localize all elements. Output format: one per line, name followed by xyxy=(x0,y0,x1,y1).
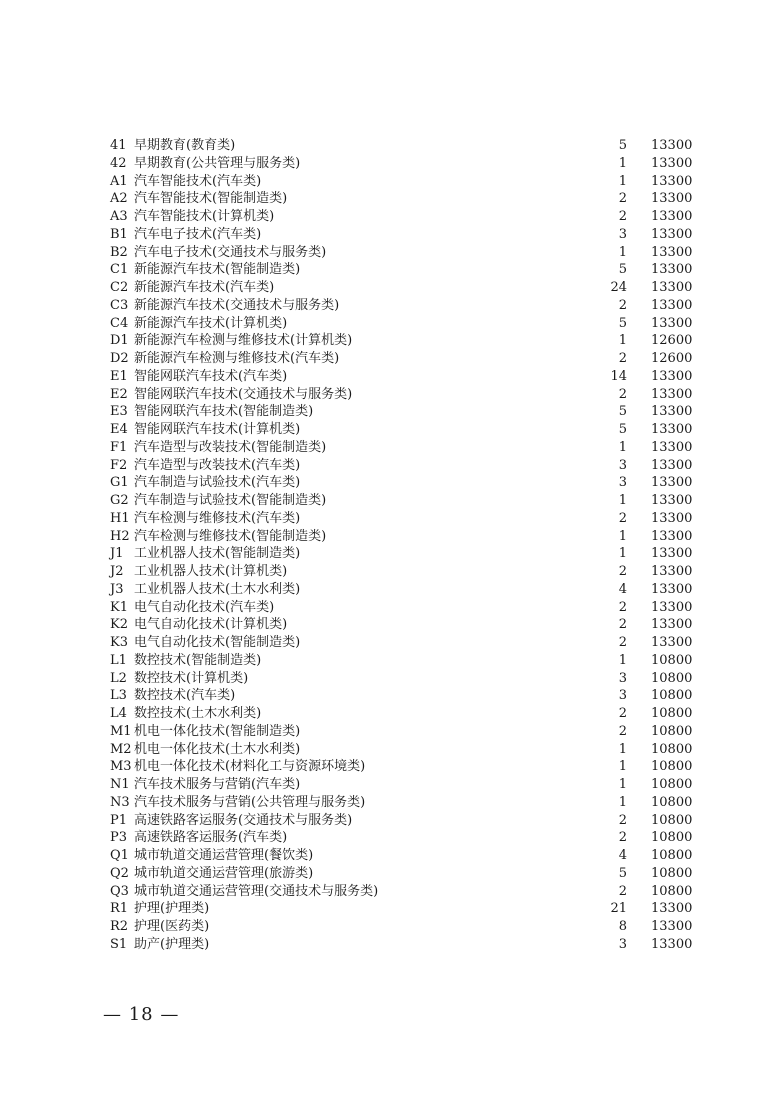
row-fee: 10800 xyxy=(651,723,693,739)
row-code: Q2 xyxy=(110,865,129,881)
row-count: 1 xyxy=(618,741,627,757)
row-code: E2 xyxy=(110,386,128,402)
table-row xyxy=(0,492,777,510)
row-fee: 13300 xyxy=(651,546,693,562)
table-row xyxy=(0,705,777,723)
row-name: 机电一体化技术(材料化工与资源环境类) xyxy=(134,759,366,775)
row-code: L2 xyxy=(110,670,127,686)
table-row xyxy=(0,918,777,936)
row-code: 41 xyxy=(110,138,127,153)
table-row xyxy=(0,244,777,262)
row-fee: 13300 xyxy=(651,368,693,384)
table-row xyxy=(0,670,777,688)
row-count: 1 xyxy=(618,759,627,775)
row-count: 3 xyxy=(618,688,627,704)
row-fee: 13300 xyxy=(651,262,693,278)
row-code: Q3 xyxy=(110,883,129,899)
row-count: 5 xyxy=(618,138,627,153)
row-count: 3 xyxy=(618,475,627,491)
row-name: 城市轨道交通运营管理(交通技术与服务类) xyxy=(134,883,379,899)
table-row xyxy=(0,137,777,155)
row-code: R2 xyxy=(110,919,129,934)
row-code: M1 xyxy=(110,723,132,739)
row-code: K2 xyxy=(110,617,128,633)
table-row xyxy=(0,599,777,617)
row-fee: 10800 xyxy=(651,883,693,899)
row-fee: 12600 xyxy=(651,333,693,349)
row-name: 新能源汽车技术(汽车类) xyxy=(134,280,275,295)
row-fee: 10800 xyxy=(651,794,693,810)
row-count: 2 xyxy=(618,812,627,828)
row-name: 数控技术(智能制造类) xyxy=(134,652,262,668)
row-count: 1 xyxy=(618,439,627,455)
row-name: 汽车电子技术(交通技术与服务类) xyxy=(134,244,327,260)
table-row xyxy=(0,368,777,386)
table-row xyxy=(0,581,777,599)
row-count: 1 xyxy=(618,777,627,792)
row-code: Q1 xyxy=(110,848,129,863)
row-name: 电气自动化技术(智能制造类) xyxy=(134,635,301,650)
row-code: K1 xyxy=(110,599,128,615)
row-code: A3 xyxy=(110,209,128,224)
row-count: 14 xyxy=(610,368,627,384)
row-name: 工业机器人技术(土木水利类) xyxy=(134,581,301,597)
row-fee: 13300 xyxy=(651,635,693,650)
row-count: 1 xyxy=(618,652,627,668)
row-name: 早期教育(教育类) xyxy=(134,138,236,153)
row-fee: 13300 xyxy=(651,457,693,473)
table-row xyxy=(0,261,777,279)
table-row xyxy=(0,315,777,333)
row-count: 1 xyxy=(618,244,627,260)
row-code: C3 xyxy=(110,297,129,313)
row-fee: 10800 xyxy=(651,741,693,757)
row-count: 8 xyxy=(618,919,627,934)
table-row xyxy=(0,332,777,350)
row-fee: 13300 xyxy=(651,493,693,508)
row-count: 2 xyxy=(618,617,627,633)
row-code: F1 xyxy=(110,439,128,455)
row-fee: 13300 xyxy=(651,209,693,224)
row-code: A2 xyxy=(110,191,128,207)
row-fee: 10800 xyxy=(651,688,693,704)
row-name: 护理(医药类) xyxy=(134,919,210,934)
table-row xyxy=(0,616,777,634)
row-count: 1 xyxy=(618,794,627,810)
row-fee: 13300 xyxy=(651,599,693,615)
table-row xyxy=(0,936,777,954)
table-row xyxy=(0,829,777,847)
row-name: 新能源汽车技术(智能制造类) xyxy=(134,262,301,278)
row-count: 2 xyxy=(618,883,627,899)
row-name: 城市轨道交通运营管理(餐饮类) xyxy=(134,848,314,863)
row-name: 数控技术(土木水利类) xyxy=(134,706,262,721)
table-row xyxy=(0,190,777,208)
table-row xyxy=(0,350,777,368)
table-row xyxy=(0,563,777,581)
table-row xyxy=(0,386,777,404)
row-fee: 13300 xyxy=(651,564,693,579)
row-count: 1 xyxy=(618,333,627,349)
table-row xyxy=(0,741,777,759)
row-fee: 13300 xyxy=(651,173,693,189)
table-row xyxy=(0,865,777,883)
table-row xyxy=(0,226,777,244)
row-code: J2 xyxy=(110,564,124,579)
row-fee: 12600 xyxy=(651,351,693,366)
row-fee: 10800 xyxy=(651,812,693,828)
row-code: B2 xyxy=(110,244,128,260)
table-row xyxy=(0,545,777,563)
row-count: 2 xyxy=(618,706,627,721)
row-code: S1 xyxy=(110,936,128,952)
row-code: J3 xyxy=(110,581,124,597)
table-row xyxy=(0,439,777,457)
row-name: 汽车智能技术(智能制造类) xyxy=(134,191,288,207)
row-code: C2 xyxy=(110,280,129,295)
row-fee: 13300 xyxy=(651,226,693,242)
row-code: L4 xyxy=(110,706,127,721)
row-fee: 13300 xyxy=(651,936,693,952)
row-fee: 13300 xyxy=(651,617,693,633)
row-count: 3 xyxy=(618,457,627,473)
table-row xyxy=(0,794,777,812)
row-code: C1 xyxy=(110,262,129,278)
row-fee: 10800 xyxy=(651,759,693,775)
row-count: 5 xyxy=(618,315,627,331)
program-table xyxy=(0,137,777,954)
table-row xyxy=(0,812,777,830)
row-fee: 13300 xyxy=(651,919,693,934)
row-name: 早期教育(公共管理与服务类) xyxy=(134,155,301,171)
row-name: 高速铁路客运服务(交通技术与服务类) xyxy=(134,812,353,828)
row-count: 2 xyxy=(618,723,627,739)
row-fee: 13300 xyxy=(651,315,693,331)
row-code: D2 xyxy=(110,351,129,366)
table-row xyxy=(0,279,777,297)
row-name: 汽车技术服务与营销(汽车类) xyxy=(134,777,301,792)
row-name: 新能源汽车检测与维修技术(汽车类) xyxy=(134,351,340,366)
table-row xyxy=(0,173,777,191)
row-count: 2 xyxy=(618,510,627,526)
row-name: 汽车电子技术(汽车类) xyxy=(134,226,262,242)
row-code: M3 xyxy=(110,759,132,775)
row-code: E4 xyxy=(110,422,128,437)
row-count: 2 xyxy=(618,599,627,615)
row-fee: 10800 xyxy=(651,865,693,881)
row-count: 1 xyxy=(618,528,627,544)
row-name: 汽车检测与维修技术(智能制造类) xyxy=(134,528,327,544)
row-code: P1 xyxy=(110,812,128,828)
row-fee: 10800 xyxy=(651,652,693,668)
row-count: 1 xyxy=(618,493,627,508)
row-count: 24 xyxy=(610,280,627,295)
row-name: 汽车技术服务与营销(公共管理与服务类) xyxy=(134,794,366,810)
row-name: 汽车智能技术(汽车类) xyxy=(134,173,262,189)
row-name: 汽车检测与维修技术(汽车类) xyxy=(134,510,301,526)
row-fee: 10800 xyxy=(651,670,693,686)
row-name: 护理(护理类) xyxy=(134,901,210,917)
row-name: 电气自动化技术(汽车类) xyxy=(134,599,275,615)
row-count: 5 xyxy=(618,422,627,437)
row-fee: 13300 xyxy=(651,280,693,295)
table-row xyxy=(0,634,777,652)
row-code: G2 xyxy=(110,493,129,508)
row-code: H1 xyxy=(110,510,130,526)
row-name: 机电一体化技术(智能制造类) xyxy=(134,723,301,739)
row-name: 汽车智能技术(计算机类) xyxy=(134,209,275,224)
row-count: 1 xyxy=(618,546,627,562)
row-code: B1 xyxy=(110,226,128,242)
table-row xyxy=(0,510,777,528)
row-name: 汽车造型与改装技术(汽车类) xyxy=(134,457,301,473)
table-row xyxy=(0,900,777,918)
row-name: 汽车制造与试验技术(汽车类) xyxy=(134,475,301,491)
row-name: 电气自动化技术(计算机类) xyxy=(134,617,288,633)
row-code: C4 xyxy=(110,315,129,331)
row-name: 高速铁路客运服务(汽车类) xyxy=(134,830,288,846)
row-fee: 13300 xyxy=(651,138,693,153)
table-row xyxy=(0,528,777,546)
row-name: 城市轨道交通运营管理(旅游类) xyxy=(134,865,314,881)
table-row xyxy=(0,687,777,705)
row-count: 3 xyxy=(618,670,627,686)
row-name: 工业机器人技术(计算机类) xyxy=(134,564,288,579)
table-row xyxy=(0,403,777,421)
row-count: 4 xyxy=(618,581,627,597)
row-fee: 13300 xyxy=(651,244,693,260)
table-row xyxy=(0,421,777,439)
row-count: 2 xyxy=(618,297,627,313)
table-row xyxy=(0,847,777,865)
row-code: R1 xyxy=(110,901,129,917)
row-code: N1 xyxy=(110,777,130,792)
table-row xyxy=(0,883,777,901)
row-code: L3 xyxy=(110,688,127,704)
row-code: E1 xyxy=(110,368,128,384)
row-count: 2 xyxy=(618,351,627,366)
row-code: E3 xyxy=(110,404,128,420)
row-count: 2 xyxy=(618,830,627,846)
table-row xyxy=(0,208,777,226)
row-code: G1 xyxy=(110,475,129,491)
row-name: 智能网联汽车技术(计算机类) xyxy=(134,422,301,437)
row-fee: 13300 xyxy=(651,422,693,437)
row-code: F2 xyxy=(110,457,128,473)
row-count: 1 xyxy=(618,173,627,189)
row-name: 汽车制造与试验技术(智能制造类) xyxy=(134,493,327,508)
row-count: 1 xyxy=(618,155,627,171)
row-count: 2 xyxy=(618,386,627,402)
row-fee: 13300 xyxy=(651,191,693,207)
row-fee: 10800 xyxy=(651,830,693,846)
row-name: 智能网联汽车技术(交通技术与服务类) xyxy=(134,386,353,402)
row-fee: 10800 xyxy=(651,706,693,721)
row-fee: 13300 xyxy=(651,404,693,420)
row-fee: 13300 xyxy=(651,581,693,597)
row-code: K3 xyxy=(110,635,128,650)
row-fee: 13300 xyxy=(651,510,693,526)
row-count: 2 xyxy=(618,191,627,207)
table-row xyxy=(0,297,777,315)
row-count: 21 xyxy=(610,901,627,917)
row-name: 汽车造型与改装技术(智能制造类) xyxy=(134,439,327,455)
row-fee: 13300 xyxy=(651,475,693,491)
row-count: 2 xyxy=(618,635,627,650)
row-count: 4 xyxy=(618,848,627,863)
row-name: 工业机器人技术(智能制造类) xyxy=(134,546,301,562)
row-code: 42 xyxy=(110,155,127,171)
table-row xyxy=(0,758,777,776)
row-code: A1 xyxy=(110,173,128,189)
table-row xyxy=(0,776,777,794)
row-fee: 13300 xyxy=(651,155,693,171)
row-fee: 13300 xyxy=(651,386,693,402)
row-count: 3 xyxy=(618,936,627,952)
row-count: 5 xyxy=(618,262,627,278)
row-name: 助产(护理类) xyxy=(134,936,210,952)
row-code: D1 xyxy=(110,333,129,349)
row-fee: 13300 xyxy=(651,439,693,455)
row-name: 新能源汽车检测与维修技术(计算机类) xyxy=(134,333,353,349)
row-name: 数控技术(汽车类) xyxy=(134,688,236,704)
row-fee: 13300 xyxy=(651,297,693,313)
table-row xyxy=(0,155,777,173)
row-fee: 13300 xyxy=(651,901,693,917)
row-count: 2 xyxy=(618,209,627,224)
row-count: 5 xyxy=(618,404,627,420)
row-code: M2 xyxy=(110,741,132,757)
row-name: 新能源汽车技术(计算机类) xyxy=(134,315,288,331)
row-code: N3 xyxy=(110,794,130,810)
row-code: H2 xyxy=(110,528,130,544)
row-code: L1 xyxy=(110,652,127,668)
row-count: 3 xyxy=(618,226,627,242)
row-name: 数控技术(计算机类) xyxy=(134,670,249,686)
row-name: 智能网联汽车技术(汽车类) xyxy=(134,368,288,384)
row-count: 2 xyxy=(618,564,627,579)
row-name: 机电一体化技术(土木水利类) xyxy=(134,741,301,757)
table-row xyxy=(0,457,777,475)
row-name: 新能源汽车技术(交通技术与服务类) xyxy=(134,297,340,313)
table-row xyxy=(0,652,777,670)
row-code: J1 xyxy=(110,546,124,562)
row-fee: 13300 xyxy=(651,528,693,544)
row-fee: 10800 xyxy=(651,777,693,792)
table-row xyxy=(0,723,777,741)
row-fee: 10800 xyxy=(651,848,693,863)
page-number: — 18 — xyxy=(103,1004,180,1025)
row-count: 5 xyxy=(618,865,627,881)
row-name: 智能网联汽车技术(智能制造类) xyxy=(134,404,314,420)
table-row xyxy=(0,474,777,492)
row-code: P3 xyxy=(110,830,128,846)
